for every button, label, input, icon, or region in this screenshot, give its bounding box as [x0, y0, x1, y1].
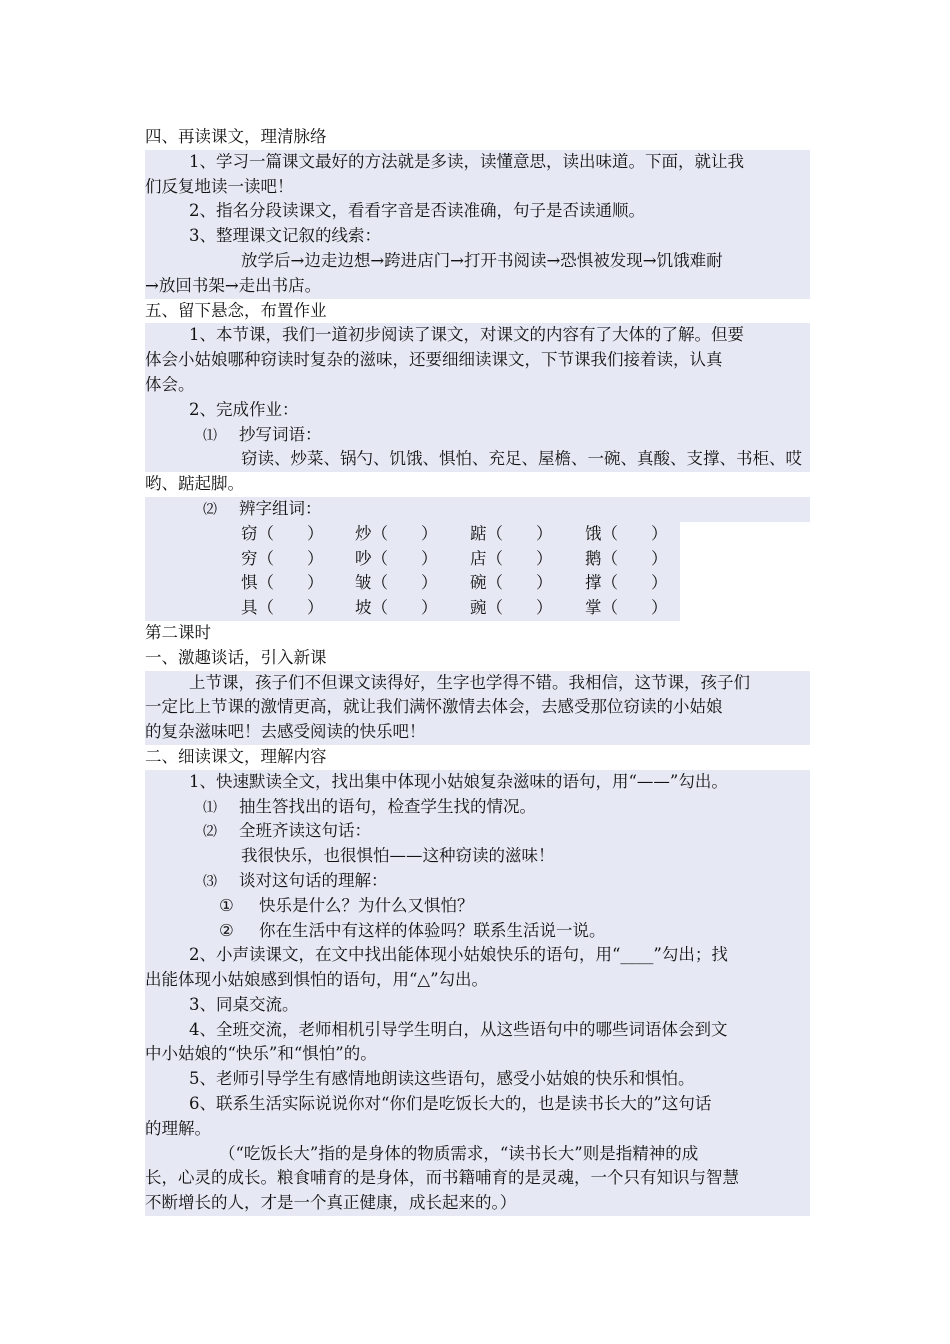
lesson-one-section [145, 125, 810, 522]
text-line [145, 770, 810, 795]
grid-row [145, 522, 810, 547]
grid-row [145, 596, 810, 621]
text-line [145, 249, 810, 274]
line-text: 出能体现小姑娘感到惧怕的语句，用“△”勾出。 [145, 970, 489, 990]
item-number: ⑵ [203, 824, 217, 841]
line-text: 4、全班交流，老师相机引导学生明白，从这些语句中的哪些词语体会到文 [189, 1019, 728, 1039]
text-line [145, 819, 810, 844]
text-line [145, 943, 810, 968]
line-text: 抽生答找出的语句，检查学生找的情况。 [239, 796, 536, 816]
line-text: 中小姑娘的“快乐”和“惧怕”的。 [145, 1044, 377, 1064]
line-text: 们反复地读一读吧！ [145, 176, 294, 196]
line-text: 的理解。 [145, 1118, 211, 1138]
line-text: （“吃饭长大”指的是身体的物质需求，“读书长大”则是指精神的成 [219, 1143, 699, 1163]
text-line [145, 175, 810, 200]
grid-cell: 吵（ ） [355, 548, 438, 568]
line-text: 四、再读课文，理清脉络 [145, 127, 327, 146]
text-line [145, 150, 810, 175]
line-text: 一、激趣谈话，引入新课 [145, 647, 327, 667]
line-text: 长，心灵的成长。粮食哺育的是身体，而书籍哺育的是灵魂，一个只有知识与智慧 [145, 1168, 739, 1188]
document-page [145, 125, 810, 1216]
text-line [145, 646, 810, 671]
character-grid [145, 522, 810, 621]
text-line [145, 373, 810, 398]
item-number: ⑴ [203, 427, 217, 444]
text-line [145, 844, 810, 869]
grid-cell: 具（ ） [241, 598, 324, 618]
line-text: 2、完成作业： [189, 399, 299, 419]
text-line [145, 720, 810, 745]
line-text: 你在生活中有这样的体验吗？联系生活说一说。 [259, 920, 606, 940]
line-text: 1、学习一篇课文最好的方法就是多读，读懂意思，读出味道。下面，就让我 [189, 151, 744, 171]
text-line [145, 745, 810, 770]
text-line [145, 447, 810, 472]
line-text: 1、本节课，我们一道初步阅读了课文，对课文的内容有了大体的了解。但要 [189, 325, 744, 345]
text-line [145, 1018, 810, 1043]
text-line [145, 125, 810, 150]
line-text: 1、快速默读全文，找出集中体现小姑娘复杂滋味的语句，用“——”勾出。 [189, 771, 728, 791]
grid-cell: 店（ ） [470, 548, 553, 568]
text-line [145, 1142, 810, 1167]
text-line [145, 199, 810, 224]
text-line [145, 299, 810, 324]
text-line [145, 795, 810, 820]
line-text: 不断增长的人，才是一个真正健康，成长起来的。） [145, 1193, 517, 1213]
grid-cell: 皱（ ） [355, 573, 438, 593]
text-line [145, 869, 810, 894]
text-line [145, 621, 810, 646]
grid-cell: 炒（ ） [355, 523, 438, 543]
grid-cell: 碗（ ） [470, 573, 553, 593]
grid-cell: 饿（ ） [585, 523, 668, 543]
item-number: ⑴ [203, 799, 217, 816]
line-text: 体会。 [145, 374, 195, 394]
text-line [145, 224, 810, 249]
text-line [145, 323, 810, 348]
line-text: 快乐是什么？为什么又惧怕？ [259, 895, 474, 915]
line-text: 体会小姑娘哪种窃读时复杂的滋味，还要细细读课文，下节课我们接着读，认真 [145, 350, 723, 370]
line-text: 全班齐读这句话： [239, 821, 371, 841]
text-line [145, 968, 810, 993]
text-line [145, 423, 810, 448]
line-text: 3、同桌交流。 [189, 994, 299, 1014]
lesson-two-section [145, 621, 810, 1216]
text-line [145, 695, 810, 720]
line-text: 5、老师引导学生有感情地朗读这些语句，感受小姑娘的快乐和惧怕。 [189, 1069, 695, 1089]
line-text: →放回书架→走出书店。 [145, 275, 322, 295]
line-text: 窃读、炒菜、锅勺、饥饿、惧怕、充足、屋檐、一碗、真酸、支撑、书柜、哎 [241, 449, 802, 469]
grid-cell: 踮（ ） [470, 523, 553, 543]
line-text: 一定比上节课的激情更高，就让我们满怀激情去体会，去感受那位窃读的小姑娘 [145, 697, 723, 717]
grid-row [145, 547, 810, 572]
line-text: 第二课时 [145, 622, 211, 642]
item-number: ② [219, 920, 234, 940]
grid-cell: 穷（ ） [241, 548, 324, 568]
grid-cell: 坡（ ） [355, 598, 438, 618]
text-line [145, 919, 810, 944]
text-line [145, 671, 810, 696]
line-text: 哟、踮起脚。 [145, 474, 244, 494]
text-line [145, 348, 810, 373]
text-line [145, 1117, 810, 1142]
grid-cell: 窃（ ） [241, 523, 324, 543]
text-line [145, 274, 810, 299]
item-number: ⑶ [203, 873, 217, 890]
text-line [145, 497, 810, 522]
grid-cell: 豌（ ） [470, 598, 553, 618]
text-line [145, 1092, 810, 1117]
line-text: 6、联系生活实际说说你对“你们是吃饭长大的，也是读书长大的”这句话 [189, 1094, 712, 1114]
text-line [145, 472, 810, 497]
item-number: ① [219, 895, 234, 915]
grid-cell: 撑（ ） [585, 573, 668, 593]
grid-cell: 惧（ ） [241, 573, 324, 593]
line-text: 我很快乐，也很惧怕——这种窃读的滋味！ [241, 846, 555, 866]
text-line [145, 1166, 810, 1191]
line-text: 放学后→边走边想→跨进店门→打开书阅读→恐惧被发现→饥饿难耐 [241, 250, 723, 270]
line-text: 的复杂滋味吧！去感受阅读的快乐吧！ [145, 722, 426, 742]
text-line [145, 1067, 810, 1092]
line-text: 抄写词语： [239, 424, 322, 444]
grid-row [145, 571, 810, 596]
line-text: 2、指名分段读课文，看看字音是否读准确，句子是否读通顺。 [189, 201, 645, 221]
line-text: 二、细读课文，理解内容 [145, 746, 327, 766]
grid-cell: 鹅（ ） [585, 548, 668, 568]
text-line [145, 993, 810, 1018]
line-text: 五、留下悬念，布置作业 [145, 300, 327, 320]
line-text: 3、整理课文记叙的线索： [189, 226, 381, 246]
text-line [145, 398, 810, 423]
item-number: ⑵ [203, 501, 217, 518]
text-line [145, 894, 810, 919]
line-text: 上节课，孩子们不但课文读得好，生字也学得不错。我相信，这节课，孩子们 [189, 672, 750, 692]
grid-cell: 掌（ ） [585, 598, 668, 618]
line-text: 谈对这句话的理解： [239, 870, 388, 890]
line-text: 辨字组词： [239, 498, 322, 518]
text-line [145, 1191, 810, 1216]
text-line [145, 1042, 810, 1067]
line-text: 2、小声读课文，在文中找出能体现小姑娘快乐的语句，用“____”勾出；找 [189, 945, 728, 965]
